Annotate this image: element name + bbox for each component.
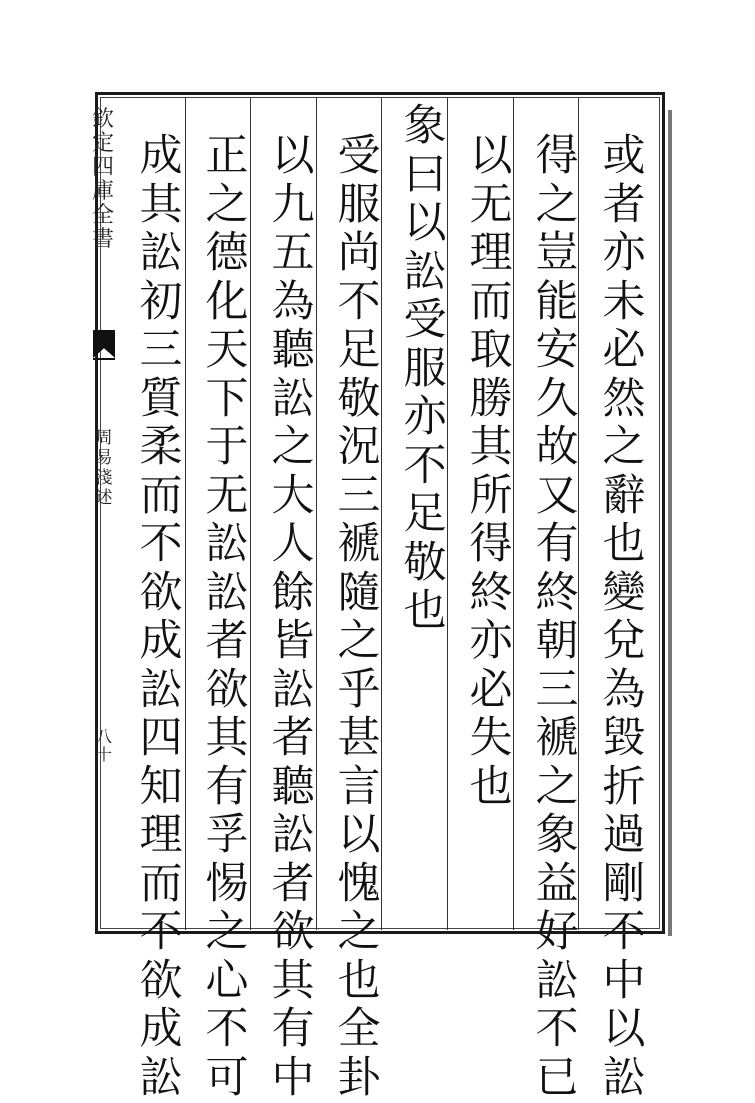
glyph: 隨 — [337, 567, 381, 618]
glyph: 終 — [469, 567, 513, 618]
glyph: 而 — [139, 470, 183, 521]
glyph: 不 — [602, 907, 646, 957]
glyph: 天 — [205, 325, 249, 375]
glyph: 其 — [139, 179, 183, 230]
glyph: 惕 — [205, 858, 249, 909]
text-column-1 — [595, 132, 653, 1102]
glyph: 象 — [535, 810, 579, 860]
glyph: 訟 — [403, 246, 447, 297]
glyph: 皆 — [271, 616, 315, 666]
glyph: 无 — [205, 470, 249, 521]
glyph: 人 — [271, 519, 315, 569]
glyph: 孚 — [205, 810, 249, 860]
glyph: 三 — [337, 470, 381, 521]
glyph: 八 — [95, 727, 112, 746]
glyph: 聽 — [271, 325, 315, 375]
glyph: 中 — [602, 955, 646, 1006]
glyph: 受 — [337, 131, 381, 181]
glyph: 以 — [469, 131, 513, 181]
glyph: 甚 — [337, 713, 381, 763]
glyph: 益 — [535, 858, 579, 909]
glyph: 不 — [403, 440, 447, 491]
glyph: 中 — [271, 1052, 315, 1103]
glyph: 變 — [602, 567, 646, 618]
glyph: 理 — [139, 810, 183, 860]
glyph: 訟 — [205, 519, 249, 569]
glyph: 以 — [271, 131, 315, 181]
glyph: 訟 — [271, 664, 315, 715]
glyph: 必 — [469, 664, 513, 715]
glyph: 安 — [535, 325, 579, 375]
glyph: 亦 — [403, 392, 447, 442]
glyph: 為 — [602, 664, 646, 715]
margin-book-title — [93, 428, 115, 508]
glyph: 也 — [403, 586, 447, 636]
glyph: 五 — [271, 228, 315, 278]
glyph: 愧 — [337, 858, 381, 909]
glyph: 九 — [271, 179, 315, 230]
glyph: 不 — [139, 519, 183, 569]
glyph: 卦 — [337, 1052, 381, 1103]
glyph: 者 — [602, 179, 646, 230]
glyph: 折 — [602, 761, 646, 812]
glyph: 成 — [139, 1004, 183, 1054]
glyph: 書 — [91, 227, 114, 252]
glyph: 訟 — [139, 1052, 183, 1103]
glyph: 也 — [337, 955, 381, 1006]
glyph: 辭 — [602, 470, 646, 521]
glyph: 之 — [337, 616, 381, 666]
glyph: 終 — [535, 567, 579, 618]
margin-page-number — [93, 728, 115, 764]
glyph: 欲 — [205, 664, 249, 715]
glyph: 過 — [602, 810, 646, 860]
glyph: 餘 — [271, 567, 315, 618]
glyph: 之 — [205, 179, 249, 230]
glyph: 其 — [469, 422, 513, 472]
glyph: 易 — [95, 448, 113, 468]
glyph: 可 — [205, 1052, 249, 1103]
glyph: 者 — [271, 858, 315, 909]
glyph: 柔 — [139, 422, 183, 472]
glyph: 无 — [469, 179, 513, 230]
text-column-2 — [528, 132, 586, 1102]
glyph: 以 — [602, 1004, 646, 1054]
glyph: 庫 — [91, 179, 114, 204]
glyph: 其 — [205, 713, 249, 763]
glyph: 三 — [535, 664, 579, 715]
glyph: 理 — [469, 228, 513, 278]
glyph: 亦 — [469, 616, 513, 666]
glyph: 也 — [469, 761, 513, 812]
glyph: 者 — [205, 616, 249, 666]
glyph: 所 — [469, 470, 513, 521]
glyph: 有 — [205, 761, 249, 812]
glyph: 也 — [602, 519, 646, 569]
text-column-3 — [462, 132, 520, 811]
glyph: 有 — [535, 519, 579, 569]
glyph: 失 — [469, 713, 513, 763]
glyph: 下 — [205, 373, 249, 424]
text-column-8 — [132, 132, 190, 1102]
glyph: 者 — [271, 713, 315, 763]
glyph: 周 — [95, 428, 113, 448]
glyph: 正 — [205, 131, 249, 181]
glyph: 定 — [91, 131, 114, 156]
glyph: 欲 — [139, 955, 183, 1006]
glyph: 未 — [602, 276, 646, 327]
glyph: 心 — [205, 955, 249, 1006]
glyph: 況 — [337, 422, 381, 472]
glyph: 成 — [139, 616, 183, 666]
glyph: 淺 — [95, 468, 113, 488]
glyph: 為 — [271, 276, 315, 327]
glyph: 服 — [403, 343, 447, 394]
glyph: 或 — [602, 131, 646, 181]
border-shadow — [668, 110, 672, 936]
glyph: 故 — [535, 422, 579, 472]
glyph: 以 — [337, 810, 381, 860]
glyph: 質 — [139, 373, 183, 424]
glyph: 象 — [403, 101, 447, 151]
glyph: 聽 — [271, 761, 315, 812]
glyph: 于 — [205, 422, 249, 472]
glyph: 朝 — [535, 616, 579, 666]
glyph: 然 — [602, 373, 646, 424]
glyph: 豈 — [535, 228, 579, 278]
glyph: 全 — [337, 1004, 381, 1054]
glyph: 訟 — [205, 567, 249, 618]
glyph: 敬 — [403, 537, 447, 588]
glyph: 受 — [403, 295, 447, 345]
glyph: 訟 — [535, 955, 579, 1006]
glyph: 敬 — [337, 373, 381, 424]
glyph: 已 — [535, 1052, 579, 1103]
text-column-5 — [330, 132, 388, 1102]
glyph: 訟 — [139, 664, 183, 715]
glyph: 得 — [469, 519, 513, 569]
glyph: 得 — [535, 131, 579, 181]
glyph: 以 — [403, 198, 447, 248]
glyph: 三 — [139, 325, 183, 375]
glyph: 四 — [139, 713, 183, 763]
glyph: 不 — [139, 907, 183, 957]
glyph: 必 — [602, 325, 646, 375]
glyph: 曰 — [403, 149, 447, 200]
glyph: 之 — [535, 179, 579, 230]
glyph: 褫 — [535, 713, 579, 763]
glyph: 亦 — [602, 228, 646, 278]
glyph: 成 — [139, 131, 183, 181]
glyph: 訟 — [271, 373, 315, 424]
glyph: 初 — [139, 276, 183, 327]
margin-collection-title — [88, 108, 118, 252]
glyph: 全 — [91, 203, 114, 228]
glyph: 之 — [535, 761, 579, 812]
glyph: 欽 — [91, 107, 114, 132]
glyph: 乎 — [337, 664, 381, 715]
glyph: 而 — [469, 276, 513, 327]
glyph: 不 — [205, 1004, 249, 1054]
glyph: 知 — [139, 761, 183, 812]
glyph: 毀 — [602, 713, 646, 763]
fishtail-rule — [93, 358, 115, 372]
glyph: 久 — [535, 373, 579, 424]
glyph: 十 — [95, 745, 112, 764]
glyph: 之 — [271, 422, 315, 472]
glyph: 化 — [205, 276, 249, 327]
glyph: 之 — [337, 907, 381, 957]
glyph: 服 — [337, 179, 381, 230]
glyph: 有 — [271, 1004, 315, 1054]
glyph: 褫 — [337, 519, 381, 569]
text-column-7 — [198, 132, 256, 1102]
glyph: 能 — [535, 276, 579, 327]
glyph: 而 — [139, 858, 183, 909]
glyph: 四 — [91, 155, 114, 180]
glyph: 述 — [95, 488, 113, 508]
glyph: 大 — [271, 470, 315, 521]
glyph: 不 — [337, 276, 381, 327]
glyph: 之 — [602, 422, 646, 472]
glyph: 勝 — [469, 373, 513, 424]
glyph: 欲 — [139, 567, 183, 618]
glyph: 訟 — [139, 228, 183, 278]
glyph: 之 — [205, 907, 249, 957]
glyph: 剛 — [602, 858, 646, 909]
glyph: 不 — [535, 1004, 579, 1054]
glyph: 言 — [337, 761, 381, 812]
glyph: 取 — [469, 325, 513, 375]
glyph: 訟 — [602, 1052, 646, 1103]
glyph: 又 — [535, 470, 579, 521]
glyph: 足 — [403, 489, 447, 539]
glyph: 好 — [535, 907, 579, 957]
glyph: 欲 — [271, 907, 315, 957]
glyph: 訟 — [271, 810, 315, 860]
text-column-6 — [264, 132, 322, 1102]
glyph: 德 — [205, 228, 249, 278]
glyph: 其 — [271, 955, 315, 1006]
glyph: 兌 — [602, 616, 646, 666]
glyph: 足 — [337, 325, 381, 375]
glyph: 尚 — [337, 228, 381, 278]
text-column-4 — [396, 102, 454, 636]
